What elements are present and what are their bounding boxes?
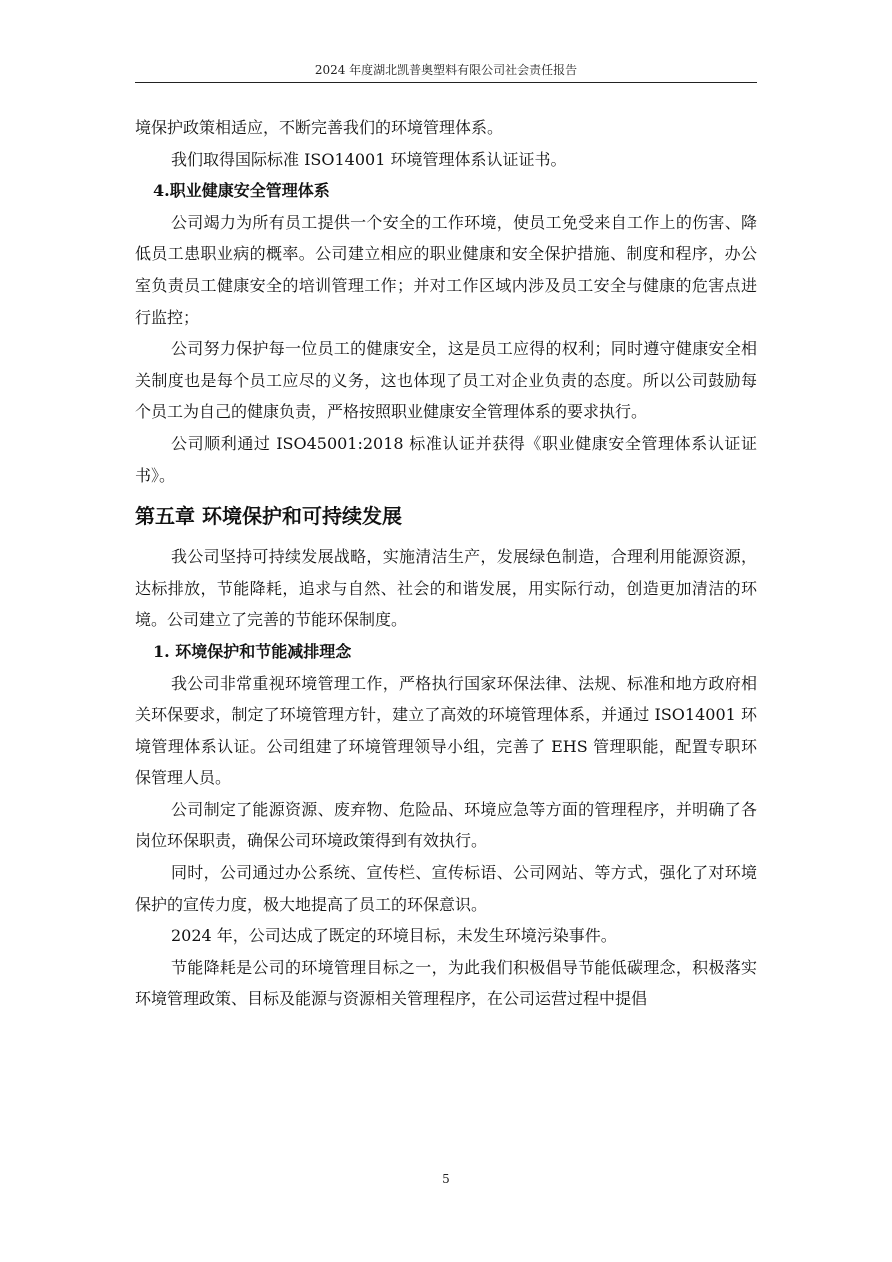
page-number: 5 xyxy=(442,1172,450,1186)
page-body xyxy=(135,112,757,1015)
section-heading-occupational-health: 4.职业健康安全管理体系 xyxy=(153,181,330,201)
paragraph-management-procedures: 公司制定了能源资源、废弃物、危险品、环境应急等方面的管理程序，并明确了各岗位环保职责，确保公司环境政策得到有效执行。 xyxy=(135,799,757,851)
paragraph-iso14001-certificate: 我们取得国际标准 ISO14001 环境管理体系认证证书。 xyxy=(171,149,567,169)
header-divider xyxy=(135,82,757,83)
paragraph-employee-health-safety: 公司努力保护每一位员工的健康安全，这是员工应得的权利；同时遵守健康安全相关制度也是每个员工应尽的义务，这也体现了员工对企业负责的态度。所以公司鼓励每个员工为自己的健康负责，严格按照职业健康安全管理体系的要求执行。 xyxy=(135,339,757,422)
page-header-title: 2024 年度湖北凯普奥塑料有限公司社会责任报告 xyxy=(314,63,578,77)
chapter-heading-environment: 第五章 环境保护和可持续发展 xyxy=(135,504,402,529)
paragraph-sustainable-strategy: 我公司坚持可持续发展战略，实施清洁生产，发展绿色制造，合理利用能源资源，达标排放，节能降耗，追求与自然、社会的和谐发展，用实际行动，创造更加清洁的环境。公司建立了完善的节能环保制度。 xyxy=(135,547,757,630)
paragraph-env-policy-continuation: 境保护政策相适应，不断完善我们的环境管理体系。 xyxy=(135,118,504,137)
paragraph-safe-work-environment: 公司竭力为所有员工提供一个安全的工作环境，使员工免受来自工作上的伤害、降低员工患职业病的概率。公司建立相应的职业健康和安全保护措施、制度和程序，办公室负责员工健康安全的培训管理工作；并对工作区域内涉及员工安全与健康的危害点进行监控； xyxy=(135,212,757,327)
section-heading-environmental-protection: 1. 环境保护和节能减排理念 xyxy=(153,641,352,661)
paragraph-environmental-management: 我公司非常重视环境管理工作，严格执行国家环保法律、法规、标准和地方政府相关环保要求，制定了环境管理方针，建立了高效的环境管理体系，并通过 ISO14001 环境管理体系认证。公司组建了环境管理领导小组，完善了 EHS 管理职能，配置专职环保管理人员。 xyxy=(135,673,757,788)
paragraph-environmental-publicity: 同时，公司通过办公系统、宣传栏、宣传标语、公司网站、等方式，强化了对环境保护的宣传力度，极大地提高了员工的环保意识。 xyxy=(135,863,757,914)
paragraph-energy-saving: 节能降耗是公司的环境管理目标之一，为此我们积极倡导节能低碳理念，积极落实环境管理政策、目标及能源与资源相关管理程序，在公司运营过程中提倡 xyxy=(135,957,757,1009)
paragraph-2024-environmental-goals: 2024 年，公司达成了既定的环境目标，未发生环境污染事件。 xyxy=(171,926,617,946)
paragraph-iso45001-certificate: 公司顺利通过 ISO45001:2018 标准认证并获得《职业健康安全管理体系认证证书》。 xyxy=(135,433,757,485)
